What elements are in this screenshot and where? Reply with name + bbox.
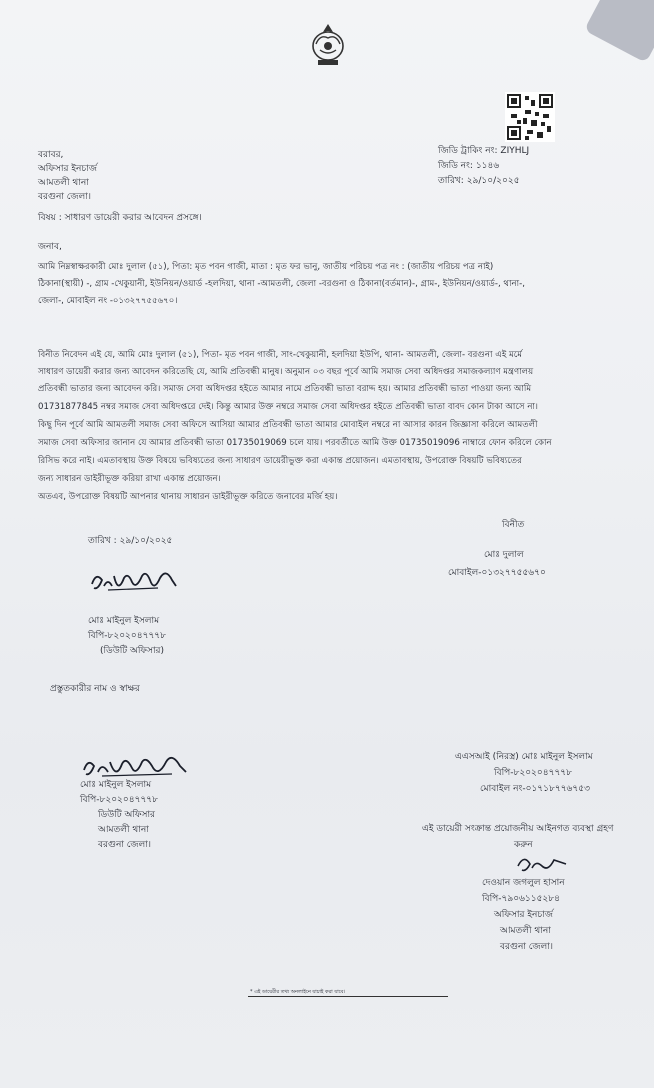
preparer-designation: (ডিউটি অফিসার) — [100, 646, 165, 656]
closing-text: বিনীত — [502, 520, 525, 530]
preparer-name: মোঃ মাইনুল ইসলাম — [88, 616, 160, 626]
oc-line: বরগুনা জেলা। — [500, 942, 554, 952]
applicant-name: মোঃ দুলাল — [484, 550, 524, 560]
body-line: প্রতিবন্ধী ভাতার জন্য আবেদন করি। সমাজ সেবা অধিদপ্তর হইতে আমার নামে প্রতিবন্ধী ভাতা বরাদ্দ হয়। আমার প্রতিবন্ধী ভাতা পাওয়া জন্য আমি — [38, 384, 532, 394]
body-line: সমাজ সেবা অফিসার জানান যে আমার প্রতিবন্ধী ভাতা 01735019069 চলে যায়। পরবর্তীতে আমি উক্ত 01735019096 নাম্বারে ফোন করিলে কোন — [38, 438, 552, 448]
duty-officer-line: মোঃ মাইনুল ইসলাম — [80, 780, 152, 790]
preparer-caption: প্রস্তুতকারীর নাম ও স্বাক্ষর — [50, 684, 140, 694]
subject-line: বিষয় : সাধারণ ডায়েরী করার আবেদন প্রসঙ্গে। — [38, 213, 202, 223]
oc-line: অফিসার ইনচার্জ — [494, 910, 553, 920]
body-line: বিনীত নিবেদন এই যে, আমি মোঃ দুলাল (৫১), পিতা- মৃত পবন গাজী, সাং-খেকুয়ানী, হলদিয়া ইউপি, থানা- আমতলী, জেলা- বরগুনা এই মর্মে — [38, 350, 523, 360]
paper-corner-fold — [584, 0, 654, 63]
duty-officer-line: আমতলী থানা — [98, 825, 149, 835]
instruction-line: করুন — [514, 840, 533, 850]
body-line: রিসিভ করে নাই। এমতাবস্থায় উক্ত বিষয়ে ভবিষ্যতের জন্য সাধারণ ডায়েরীভুক্ত করা একান্ত প্রয়োজন। এমতাবস্থায়, উপরোক্ত বিষয়টি ভবিষ্যতের — [38, 456, 522, 466]
body-line: অতএব, উপরোক্ত বিষয়টি আপনার থানায় সাধারন ডাইরীভূক্ত করিতে জনাবের মর্জি হয়। — [38, 492, 338, 502]
applicant-mobile: মোবাইল-০১৩২৭৭৫৫৬৭০ — [448, 568, 546, 578]
oc-signature-icon — [514, 850, 570, 876]
duty-officer-line: ডিউটি অফিসার — [98, 810, 156, 820]
preparer-bp: বিপি-৮২০২০৪৭৭৭৮ — [88, 631, 166, 641]
oc-line: বিপি-৭৯০৬১১৫২৮৪ — [482, 894, 560, 904]
asi-line: এএসআই (নিরস্ত্র) মোঃ মাইনুল ইসলাম — [455, 752, 593, 762]
duty-officer-signature-icon — [80, 750, 192, 784]
gd-number: জিডি নং: ১১৪৬ — [438, 161, 500, 171]
footer-note: * এই ডায়েরীর তথ্য অনলাইনে যাচাই করা যাবে। — [250, 989, 346, 995]
gd-date: তারিখ: ২৯/১০/২০২৫ — [438, 176, 520, 186]
oc-line: দেওয়ান জগলুল হাসান — [482, 878, 565, 888]
intro-line: জেলা-, মোবাইল নং -০১৩২৭৭৫৫৬৭০। — [38, 296, 178, 306]
salutation: জনাব, — [38, 242, 62, 252]
addressee-line: অফিসার ইনচার্জ — [38, 164, 97, 174]
qr-code-icon — [505, 92, 555, 142]
body-line: সাধারণ ডায়েরী করার জন্য আবেদন করিতেছি যে, আমি প্রতিবন্ধী মানুষ। অনুমান ০৩ বছর পূর্বে আমি সমাজ সেবা অধিদপ্তর সমাজকল্যাণ মন্ত্রণালয় — [38, 367, 534, 377]
addressee-line: আমতলী থানা — [38, 178, 89, 188]
addressee-line: বরাবর, — [38, 150, 64, 160]
body-line: 01731877845 নম্বর সমাজ সেবা অধিদপ্তরে দেই। কিন্তু আমার উক্ত নম্বরে সমাজ সেবা অধিদপ্তর হইতে প্রতিবন্ধী ভাতা বাবদ কোন টাকা আসে না। — [38, 402, 539, 412]
duty-officer-line: বরগুনা জেলা। — [98, 840, 152, 850]
duty-officer-line: বিপি-৮২০২০৪৭৭৭৮ — [80, 795, 158, 805]
instruction-line: এই ডায়েরী সংক্রান্ত প্রয়োজনীয় আইনগত ব্যবস্থা গ্রহণ — [422, 824, 614, 834]
footer-divider — [248, 996, 448, 997]
intro-line: আমি নিম্নস্বাক্ষরকারী মোঃ দুলাল (৫১), পিতা: মৃত পবন গাজী, মাতা : মৃত ফর ভানু, জাতীয় পরিচয় পত্র নং : (জাতীয় পরিচয় পত্র নাই) — [38, 262, 494, 272]
body-line: জন্য সাধারন ডাইরীভূক্ত করিয়া রাখা একান্ত প্রয়োজন। — [38, 474, 221, 484]
preparer-signature-icon — [88, 566, 180, 600]
asi-line: বিপি-৮২০২০৪৭৭৭৮ — [494, 768, 572, 778]
body-line: কিছু দিন পূর্বে আমি আমতলী সমাজ সেবা অফিসে আসিয়া আমার প্রতিবন্ধী ভাতা আমার মোবাইল নম্বরে না আসার কারন জিজ্ঞাসা করিলে আমতলী — [38, 420, 538, 430]
asi-line: মোবাইল নং-০১৭১৮৭৭৬৭৫৩ — [480, 784, 590, 794]
addressee-line: বরগুনা জেলা। — [38, 192, 92, 202]
police-emblem-icon — [306, 22, 350, 68]
gd-tracking-no: জিডি ট্রাকিং নং: ZIYHLJ — [438, 146, 530, 156]
intro-line: ঠিকানা(স্থায়ী) -, গ্রাম -খেকুয়ানী, ইউনিয়ন/ওয়ার্ড -হলদিয়া, থানা -আমতলী, জেলা -বরগুনা ও ঠিকানা(বর্তমান)-, গ্রাম-, ইউনিয়ন/ওয়ার্ড-, থানা-, — [38, 279, 525, 289]
oc-line: আমতলী থানা — [500, 926, 551, 936]
application-date: তারিখ : ২৯/১০/২০২৫ — [88, 536, 173, 546]
